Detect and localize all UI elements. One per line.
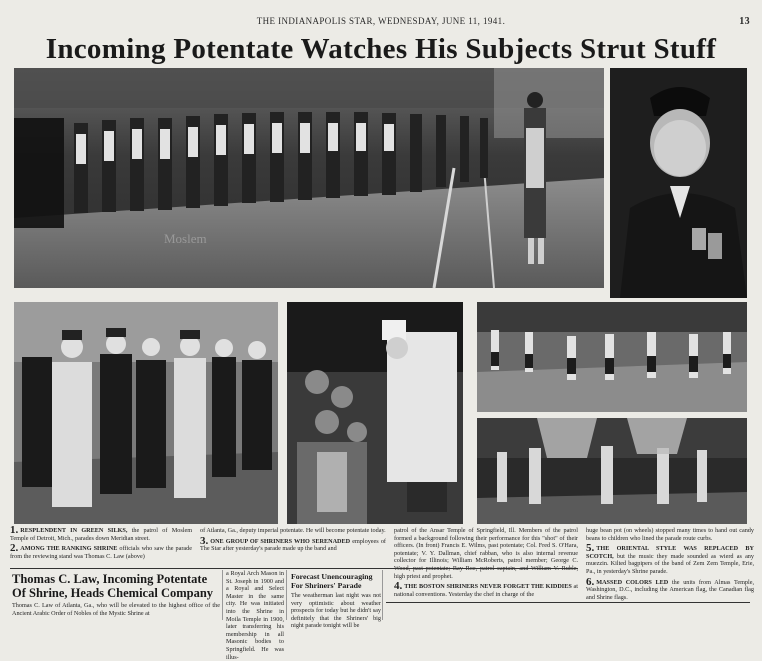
column-gutter [382, 570, 383, 620]
caption-5: 5. THE ORIENTAL STYLE WAS REPLACED BY SCOTCH, but the music they made sounded as wierd as any muezzin. Kilted bagpipers of the band of Zem Zem Temple, Erie, Pa., in yesterday's Shrine parade. [586, 542, 754, 575]
weather-story-body: The weatherman last night was not very optimistic about weather prospects for today but he didn't say definitely that the Shriners' big night parade tonight will be [291, 592, 381, 630]
caption-column-3 [394, 527, 578, 598]
caption-3: 3. ONE GROUP OF SHRINERS WHO SERENADED employees of The Star after yesterday's parade made up the band and [200, 534, 386, 553]
photo-zem-zem-bagpipers [477, 302, 747, 412]
law-story-headline: Thomas C. Law, Incoming Potentate Of Shrine, Heads Chemical Company [12, 572, 214, 600]
masthead [10, 15, 752, 29]
caption-4: 4. THE BOSTON SHRINERS NEVER FORGET THE KIDDIES at national conventions. Yesterday the chef in charge of the [394, 580, 578, 598]
caption-2: 2. AMONG THE RANKING SHRINE officials who saw the parade from the reviewing stand was Thomas C. Law (above) [10, 542, 192, 560]
section-rule-right [386, 602, 750, 603]
page-number: 13 [739, 16, 750, 27]
weather-story-headline: Forecast Unencouraging For Shriners' Parade [291, 572, 373, 590]
caption-column-1 [10, 524, 193, 569]
photo-parade-green-silks [14, 68, 604, 288]
caption-6: 6. MASSED COLORS LED the units from Almas Temple, Washington, D.C., including the American flag, the Canadian flag and Shrine flags. [586, 575, 755, 601]
caption-2-continued: of Atlanta, Ga., deputy imperial potentate. He will become potentate today. [200, 527, 386, 534]
parade-banner-text: Moslem [164, 231, 207, 246]
masthead-line: THE INDIANAPOLIS STAR, WEDNESDAY, JUNE 11, 1941. [256, 16, 506, 26]
page-headline: Incoming Potentate Watches His Subjects Strut Stuff [45, 33, 717, 65]
section-rule [10, 568, 578, 569]
photo-thomas-law-portrait [610, 68, 747, 298]
column-gutter [222, 570, 223, 620]
law-story-column-2: a Royal Arch Mason in St. Joseph in 1900 and a Royal and Select Master in the same city. He was initiated into the Shrine in Moila Temple in 1900, later transferring his membership in all Masonic bodies to Springfield. He was illus- [226, 570, 284, 661]
law-story-body: Thomas C. Law of Atlanta, Ga., who will be elevated to the highest office of the Ancient Arabic Order of Nobles of the Mystic Shrine at [12, 602, 220, 617]
caption-column-2 [200, 527, 386, 569]
caption-1: 1. RESPLENDENT IN GREEN SILKS, the patrol of Moslem Temple of Detroit, Mich., parades down Meridian street. [10, 524, 193, 542]
caption-column-4 [586, 527, 755, 601]
photo-almas-massed-colors [477, 418, 747, 524]
photo-boston-chef-kiddies [287, 302, 463, 524]
caption-4-continued: huge bean pot (on wheels) stopped many times to hand out candy beans to children who lined the parade route curbs. [586, 527, 754, 542]
caption-3-continued: patrol of the Ansar Temple of Springfield, Ill. Members of the patrol formed a background following their performance for this "shot" of their officers. (In front) Francis E. Wilms, past potentate; Col. Fred S. O'Hara, potentate; V. Y. Dallman, chief rabban, who is also internal revenue collector for Illinois; William McRoberts, patrol member; George C. high priest and prophet. [394, 527, 578, 580]
photo-ansar-temple-officers [14, 302, 278, 524]
column-gutter [286, 570, 287, 620]
